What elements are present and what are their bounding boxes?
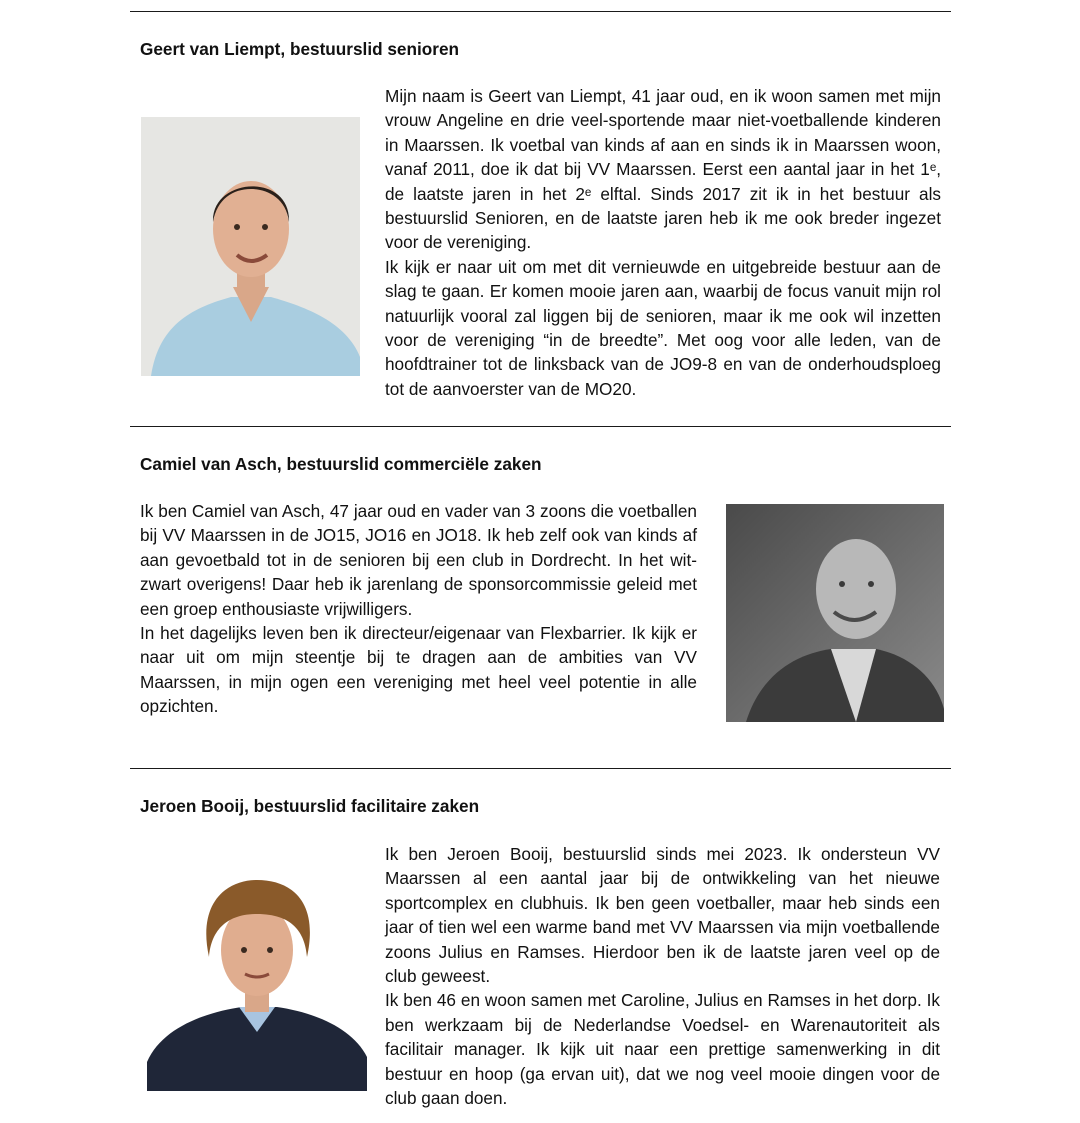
member-heading-jeroen: Jeroen Booij, bestuurslid facilitaire zaken xyxy=(140,796,480,816)
portrait-photo-camiel xyxy=(726,504,944,722)
bio-paragraph: Ik ben Camiel van Asch, 47 jaar oud en vader van 3 zoons die voetballen bij VV Maarssen in de JO15, JO16 en JO18. Ik heb zelf ook van kinds af aan gevoetbald tot in de senioren bij een club in Dordrecht. In het wit-zwart overigens! Daar heb ik jarenlang de sponsorcommissie geleid met een groep enthousiaste vrijwilligers. xyxy=(140,501,697,619)
member-bio-camiel xyxy=(140,499,697,719)
portrait-photo-geert xyxy=(141,117,360,376)
bio-paragraph: Ik ben Jeroen Booij, bestuurslid sinds mei 2023. Ik ondersteun VV Maarssen al een aantal jaar bij de ontwikkeling van het nieuwe sportcomplex en clubhuis. Ik ben geen voetballer, maar heb sinds een jaar of tien wel een warme band met VV Maarssen via mijn voetballende zoons Julius en Ramses. Hierdoor ben ik de laatste jaren veel op de club geweest. xyxy=(385,844,940,987)
bio-paragraph: Ik ben 46 en woon samen met Caroline, Julius en Ramses in het dorp. Ik ben werkzaam bij de Nederlandse Voedsel- en Warenautoriteit als facilitair manager. Ik kijk uit naar een prettige samenwerking in dit bestuur en hoop (ga ervan uit), dat we nog veel mooie dingen voor de club gaan doen. xyxy=(385,990,940,1109)
member-bio-jeroen xyxy=(385,842,940,1110)
member-bio-geert xyxy=(385,84,941,401)
member-heading-camiel: Camiel van Asch, bestuurslid commerciële zaken xyxy=(140,454,542,474)
portrait-photo-jeroen xyxy=(147,862,367,1091)
section-divider-top xyxy=(130,11,951,12)
bio-paragraph: Ik kijk er naar uit om met dit vernieuwde en uitgebreide bestuur aan de slag te gaan. Er komen mooie jaren aan, waarbij de focus vanuit mijn rol natuurlijk vooral zal liggen bij de senioren, maar ik me ook wil inzetten voor de vereniging “in de breedte”. Met oog voor alle leden, van de hoofdtrainer tot de linksback van de JO9-8 en van de onderhoudsploeg tot de aanvoerster van de MO20. xyxy=(385,256,941,399)
bio-paragraph: In het dagelijks leven ben ik directeur/eigenaar van Flexbarrier. Ik kijk er naar uit om mijn steentje bij te dragen aan de ambities van VV Maarssen, in mijn ogen een vereniging met heel veel potentie in alle opzichten. xyxy=(140,623,697,717)
section-divider xyxy=(130,768,951,769)
section-divider xyxy=(130,426,951,427)
bio-paragraph: Mijn naam is Geert van Liempt, 41 jaar oud, en ik woon samen met mijn vrouw Angeline en drie veel-sportende maar niet-voetballende kinderen in Maarssen. Ik voetbal van kinds af aan en sinds ik in Maarssen woon, vanaf 2011, doe ik dat bij VV Maarssen. Eerst een aantal jaar in het 1ᵉ, de laatste jaren in het 2ᵉ elftal. Sinds 2017 zit ik in het bestuur als bestuurslid Senioren, en de laatste jaren heb ik me ook breder ingezet voor de vereniging. xyxy=(385,86,941,253)
member-heading-geert: Geert van Liempt, bestuurslid senioren xyxy=(140,39,460,59)
